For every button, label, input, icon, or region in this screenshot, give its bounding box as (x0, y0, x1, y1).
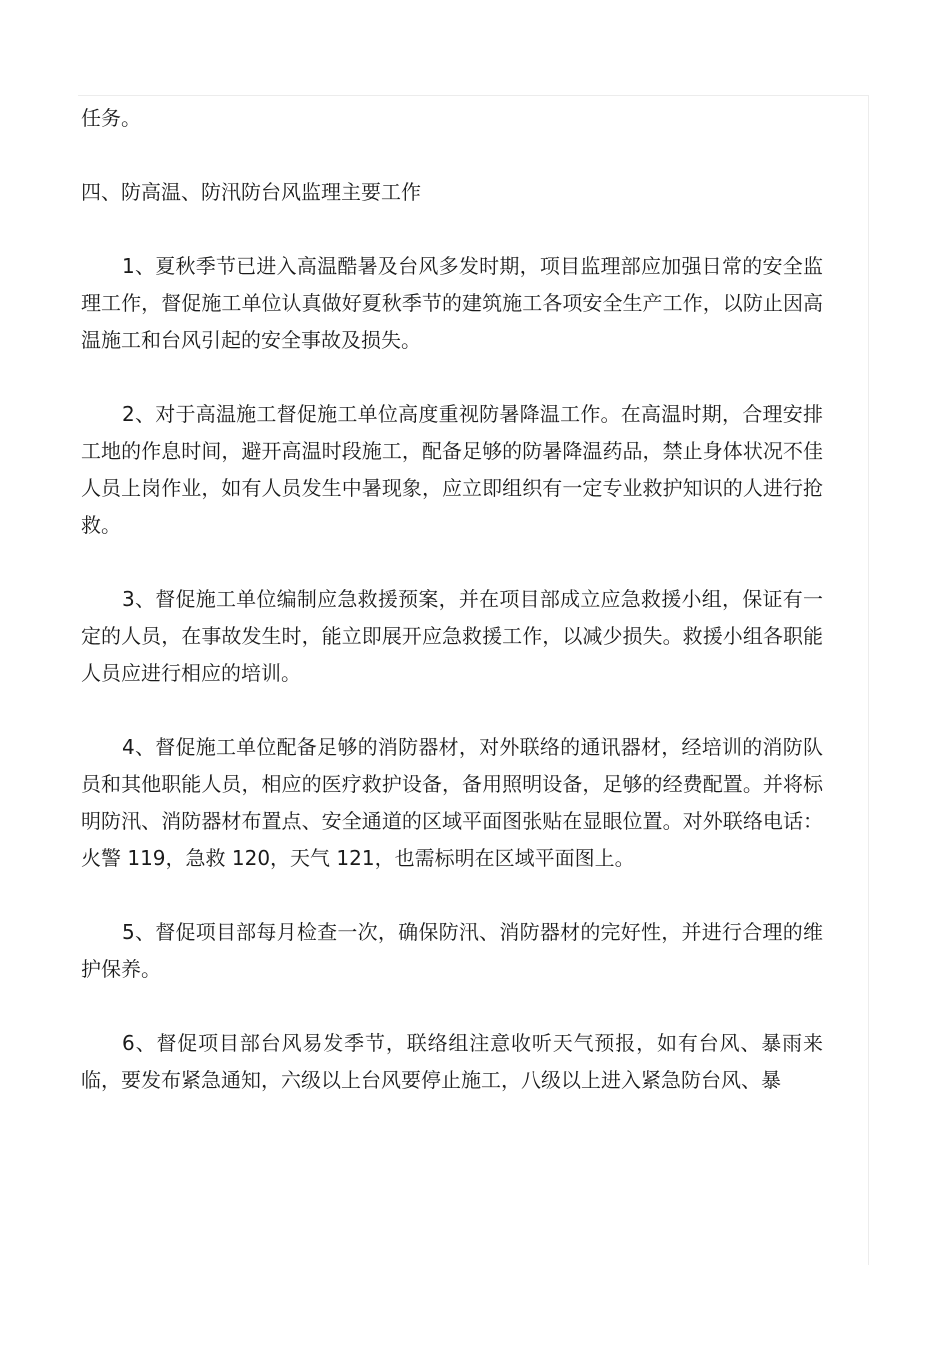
paragraph-item-5: 5、督促项目部每月检查一次，确保防汛、消防器材的完好性，并进行合理的维护保养。 (81, 920, 823, 981)
paragraph-item-3: 3、督促施工单位编制应急救援预案，并在项目部成立应急救援小组，保证有一定的人员，在事故发生时，能立即展开应急救援工作，以减少损失。救援小组各职能人员应进行相应的培训。 (81, 587, 823, 685)
section-heading: 四、防高温、防汛防台风监理主要工作 (81, 180, 421, 204)
paragraph-item-6: 6、督促项目部台风易发季节，联络组注意收听天气预报，如有台风、暴雨来临，要发布紧急通知，六级以上台风要停止施工，八级以上进入紧急防台风、暴 (81, 1031, 823, 1092)
paragraph-item-4: 4、督促施工单位配备足够的消防器材，对外联络的通讯器材，经培训的消防队员和其他职能人员，相应的医疗救护设备，备用照明设备，足够的经费配置。并将标明防汛、消防器材布置点、安全通道的区域平面图张贴在显眼位置。对外联络电话：火警 119，急救 120，天气 121，也需标明在区域平面图上。 (81, 735, 823, 870)
page-border-top (78, 95, 869, 96)
continuation-paragraph: 任务。 (81, 106, 141, 130)
paragraph-item-2: 2、对于高温施工督促施工单位高度重视防暑降温工作。在高温时期，合理安排工地的作息时间，避开高温时段施工，配备足够的防暑降温药品，禁止身体状况不佳人员上岗作业，如有人员发生中暑现象，应立即组织有一定专业救护知识的人进行抢救。 (81, 402, 823, 537)
paragraph-item-1: 1、夏秋季节已进入高温酷暑及台风多发时期，项目监理部应加强日常的安全监理工作，督促施工单位认真做好夏秋季节的建筑施工各项安全生产工作，以防止因高温施工和台风引起的安全事故及损失。 (81, 254, 823, 352)
page-border-right (868, 95, 869, 1265)
document-body (81, 100, 823, 1136)
